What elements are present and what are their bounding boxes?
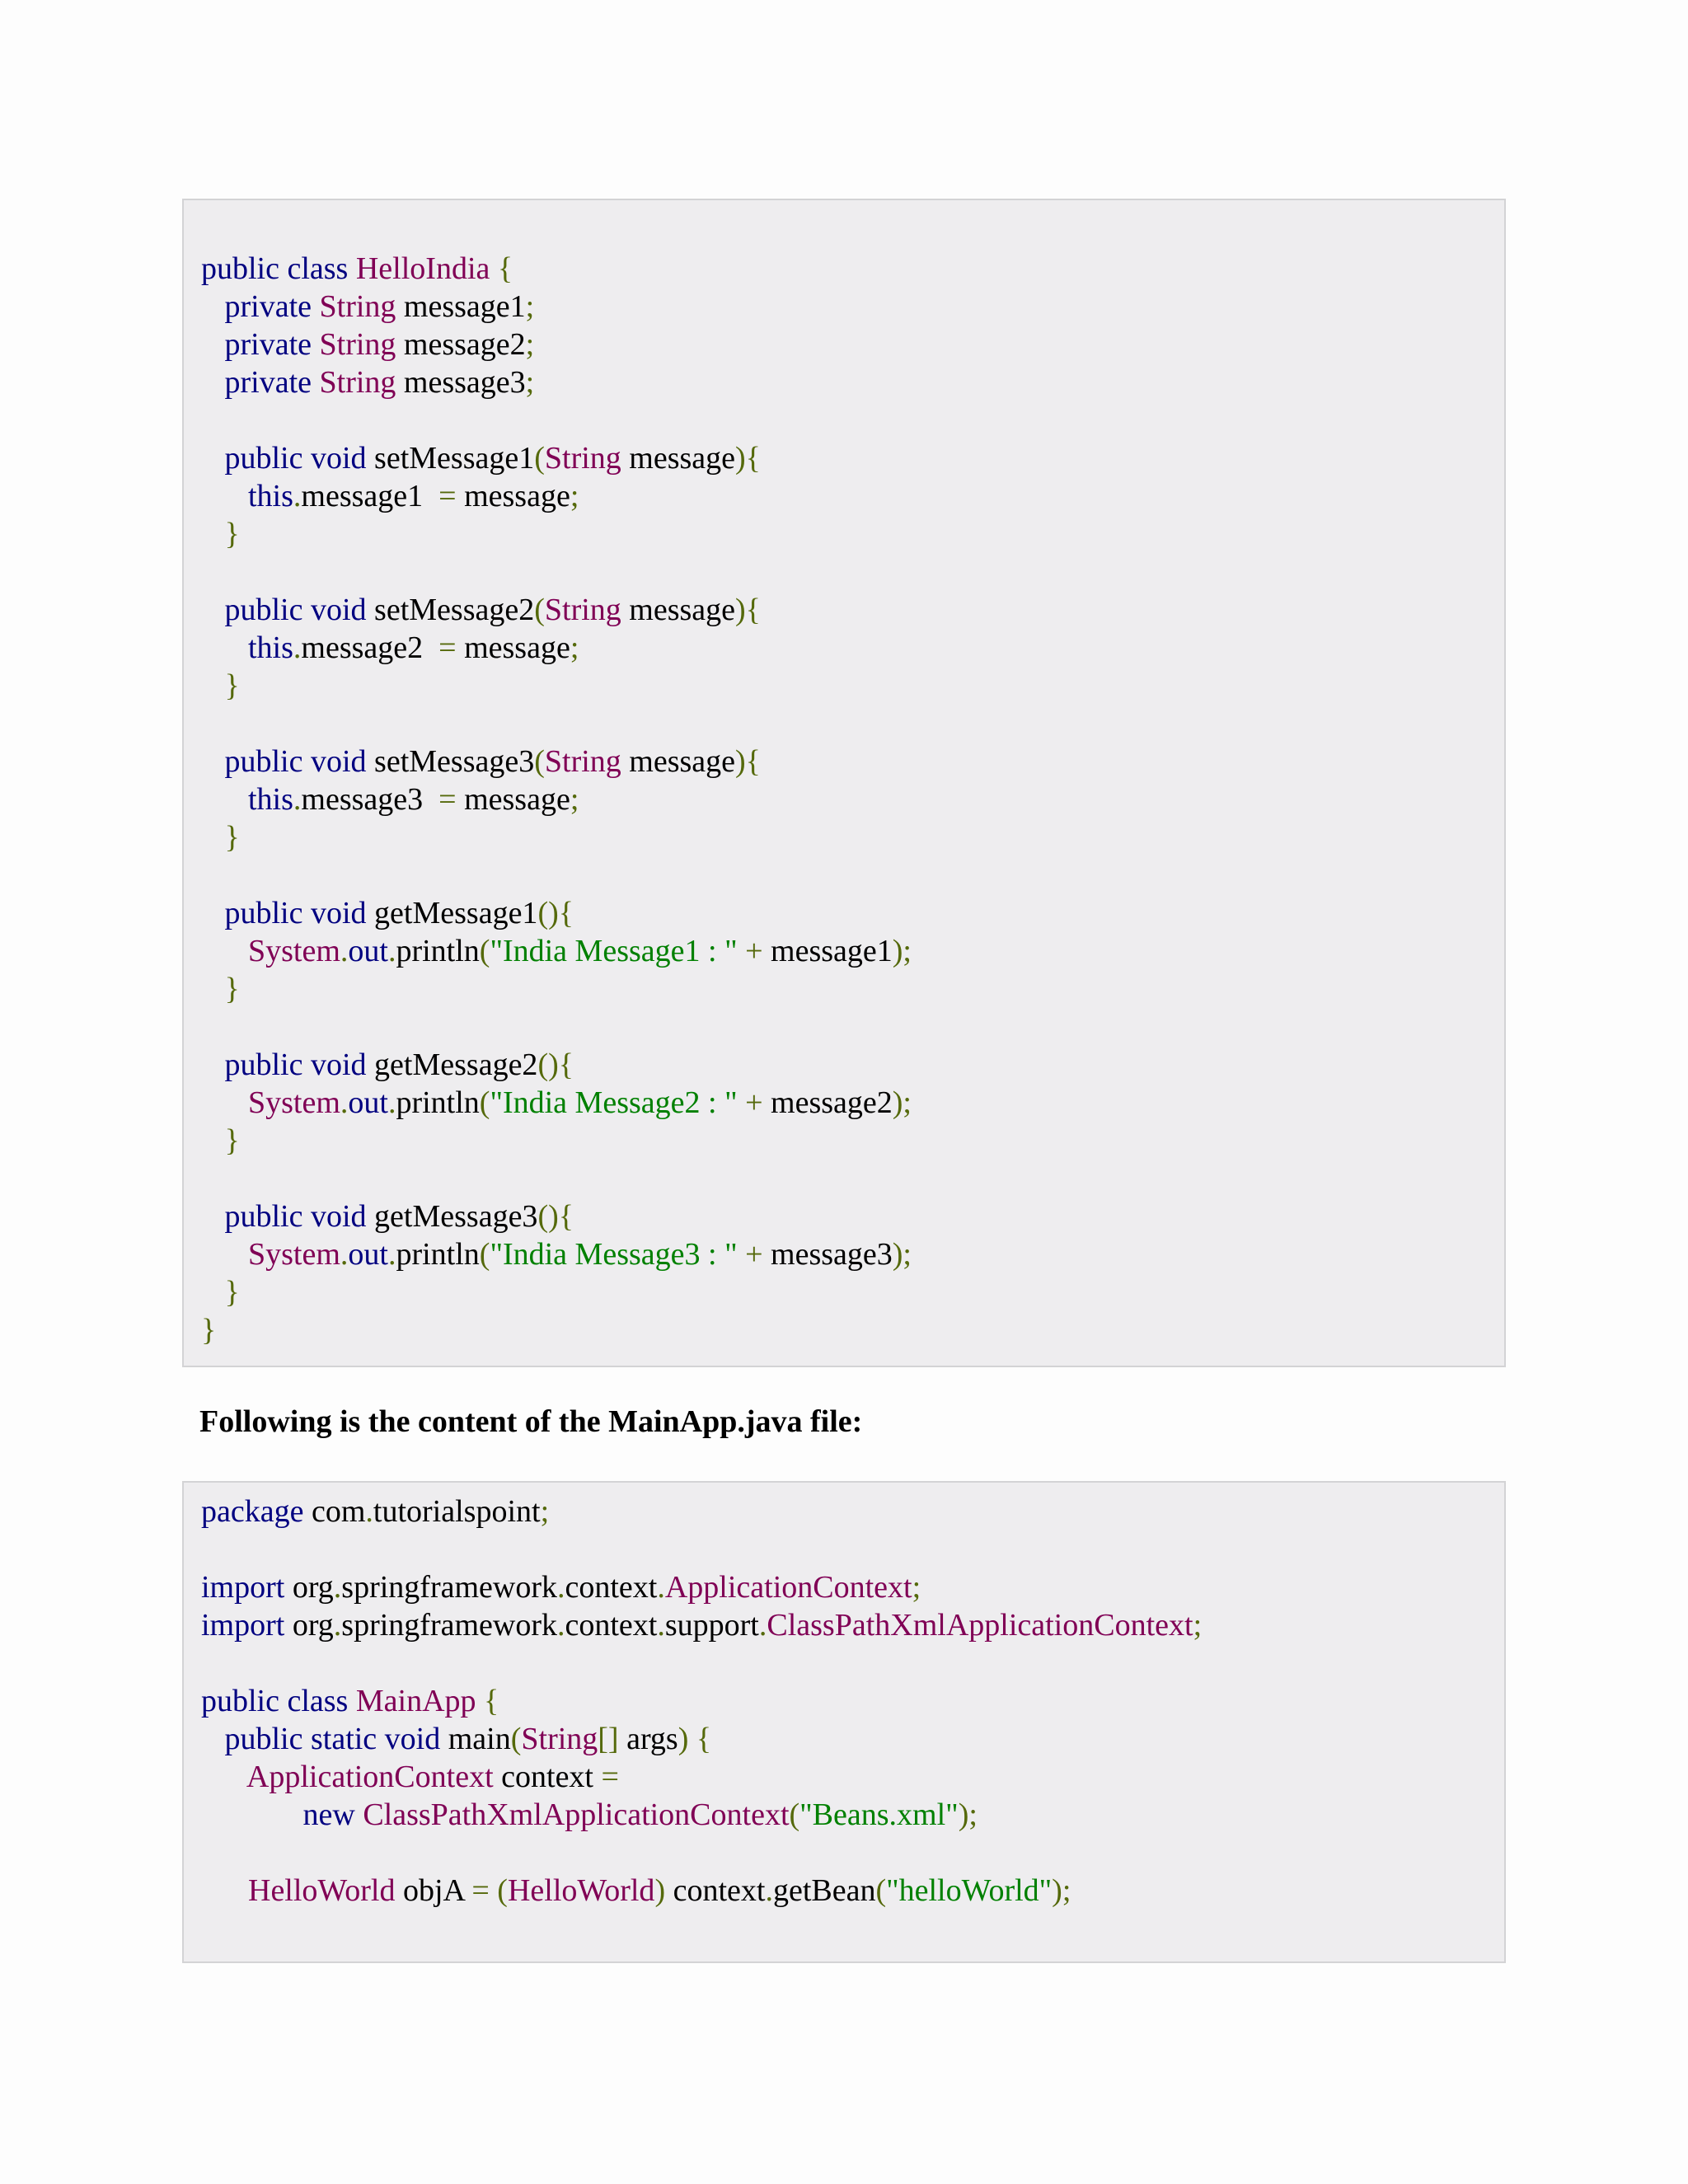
code-line: [201, 970, 1504, 1008]
code-token: [201, 934, 248, 968]
code-token: .: [293, 630, 302, 665]
code-token: }: [224, 820, 240, 855]
code-token: objA: [395, 1873, 472, 1908]
code-line: [201, 1568, 1504, 1606]
code-token: package: [201, 1494, 312, 1529]
code-line: [201, 288, 1504, 326]
code-token: message: [621, 744, 736, 779]
code-token: [201, 1237, 248, 1272]
code-token: }: [224, 1123, 240, 1158]
code-token: }: [224, 517, 240, 551]
code-line: [201, 1235, 1504, 1273]
code-token: }: [201, 1313, 217, 1347]
code-line: [201, 1796, 1504, 1834]
code-token: {: [490, 251, 513, 286]
code-token: .: [387, 1085, 396, 1120]
code-token: public void: [224, 441, 375, 476]
code-token: .: [758, 1608, 767, 1643]
code-token: private: [224, 289, 320, 324]
code-token: public void: [224, 896, 375, 930]
code-token: "India Message2 : ": [490, 1085, 738, 1120]
code-token: ApplicationContext: [664, 1570, 912, 1605]
code-token: [201, 479, 248, 513]
code-line: [201, 401, 1504, 439]
code-token: import: [201, 1608, 293, 1643]
mainapp-code-block: [182, 1481, 1506, 1963]
code-line: [201, 1682, 1504, 1720]
code-token: );: [892, 934, 912, 968]
code-token: [201, 365, 225, 400]
code-token: [201, 668, 225, 703]
code-line: [201, 363, 1504, 401]
code-token: "India Message3 : ": [490, 1237, 738, 1272]
code-token: (: [479, 934, 490, 968]
code-token: .: [765, 1873, 773, 1908]
code-token: .: [333, 1570, 342, 1605]
code-token: );: [1052, 1873, 1071, 1908]
code-token: message: [456, 782, 570, 817]
code-token: ClassPathXmlApplicationContext: [363, 1797, 790, 1832]
code-token: ;: [525, 327, 535, 362]
code-token: =: [438, 479, 457, 513]
code-token: springframework: [341, 1608, 557, 1643]
code-token: (: [534, 744, 545, 779]
code-token: [201, 1797, 303, 1832]
code-token: .: [340, 1085, 349, 1120]
code-token: +: [737, 1085, 771, 1120]
code-token: "India Message1 : ": [490, 934, 738, 968]
code-token: [201, 1123, 225, 1158]
code-line: [201, 1834, 1504, 1872]
code-token: }: [224, 1275, 240, 1310]
code-token: message1: [396, 289, 526, 324]
code-token: ) {: [678, 1722, 712, 1756]
code-token: HelloWorld: [507, 1873, 655, 1908]
code-line: [201, 1606, 1504, 1644]
code-token: (: [510, 1722, 522, 1756]
code-token: =: [438, 782, 457, 817]
code-line: [201, 1720, 1504, 1758]
code-token: ;: [912, 1570, 921, 1605]
code-token: org: [292, 1570, 334, 1605]
code-token: .: [293, 782, 302, 817]
code-line: [201, 1160, 1504, 1197]
code-token: this: [248, 479, 293, 513]
code-token: = (: [471, 1873, 508, 1908]
code-token: .: [657, 1608, 665, 1643]
helloindia-code-block: [182, 199, 1506, 1367]
code-token: com: [311, 1494, 366, 1529]
code-token: "helloWorld": [886, 1873, 1053, 1908]
code-token: HelloIndia: [355, 251, 490, 286]
code-token: org: [292, 1608, 334, 1643]
code-token: import: [201, 1570, 293, 1605]
code-token: .: [340, 1237, 349, 1272]
code-line: [201, 1046, 1504, 1084]
code-token: [201, 289, 225, 324]
code-token: ;: [570, 782, 579, 817]
code-token: setMessage1: [374, 441, 535, 476]
code-token: ;: [1193, 1608, 1203, 1643]
code-token: );: [958, 1797, 978, 1832]
code-token: (: [875, 1873, 887, 1908]
code-token: .: [557, 1608, 565, 1643]
code-token: message: [621, 593, 736, 627]
code-token: [201, 782, 248, 817]
code-token: ApplicationContext: [246, 1760, 494, 1794]
code-token: =: [438, 630, 457, 665]
code-token: =: [601, 1760, 619, 1794]
code-token: message3: [301, 782, 439, 817]
code-line: [201, 1008, 1504, 1046]
code-token: .: [333, 1608, 342, 1643]
code-token: System: [248, 1237, 340, 1272]
code-line: [201, 591, 1504, 629]
code-token: ): [654, 1873, 673, 1908]
code-line: [201, 1493, 1504, 1530]
code-token: println: [396, 934, 480, 968]
code-token: [201, 1047, 225, 1082]
code-line: [201, 629, 1504, 667]
code-token: this: [248, 630, 293, 665]
code-line: [201, 818, 1504, 856]
code-token: .: [557, 1570, 565, 1605]
code-token: .: [293, 479, 302, 513]
code-token: ;: [540, 1494, 550, 1529]
code-token: ;: [525, 289, 535, 324]
code-token: [201, 327, 225, 362]
code-token: new: [302, 1797, 363, 1832]
code-line: [201, 1644, 1504, 1682]
code-line: [201, 477, 1504, 515]
code-token: public class: [201, 1684, 356, 1718]
code-token: HelloWorld: [248, 1873, 396, 1908]
code-token: [201, 1760, 246, 1794]
code-token: }: [224, 972, 240, 1006]
code-token: [201, 1722, 225, 1756]
code-token: (){: [537, 1047, 574, 1082]
code-token: (: [534, 441, 545, 476]
code-token: (: [789, 1797, 800, 1832]
code-token: getMessage1: [374, 896, 538, 930]
code-line: [201, 1530, 1504, 1568]
code-token: ){: [735, 593, 761, 627]
code-token: [201, 630, 248, 665]
code-token: String: [544, 441, 621, 476]
code-token: public void: [224, 593, 375, 627]
code-token: System: [248, 1085, 340, 1120]
code-token: [201, 517, 225, 551]
code-token: (: [479, 1085, 490, 1120]
code-token: [201, 896, 225, 930]
code-token: [201, 1873, 248, 1908]
code-token: private: [224, 327, 320, 362]
code-line: [201, 705, 1504, 743]
code-token: message1: [301, 479, 439, 513]
mainapp-heading: Following is the content of the MainApp.java file:: [199, 1404, 863, 1439]
code-token: ;: [570, 479, 579, 513]
code-line: [201, 1311, 1504, 1349]
code-token: [201, 1199, 225, 1234]
code-line: [201, 1758, 1504, 1796]
code-token: ;: [570, 630, 579, 665]
code-line: [201, 780, 1504, 818]
code-token: args: [618, 1722, 678, 1756]
code-line: [201, 1122, 1504, 1160]
code-line: [201, 894, 1504, 932]
code-token: message1: [771, 934, 893, 968]
code-token: (){: [537, 1199, 574, 1234]
code-token: );: [892, 1237, 912, 1272]
code-token: [201, 441, 225, 476]
code-token: message2: [396, 327, 526, 362]
code-line: [201, 1273, 1504, 1311]
code-line: [201, 515, 1504, 553]
code-token: springframework: [341, 1570, 557, 1605]
code-token: setMessage2: [374, 593, 535, 627]
code-token: message: [621, 441, 736, 476]
code-token: }: [224, 668, 240, 703]
code-token: +: [737, 934, 771, 968]
code-line: [201, 1872, 1504, 1910]
code-line: [201, 326, 1504, 363]
code-token: public void: [224, 1047, 375, 1082]
code-token: context: [565, 1608, 658, 1643]
code-token: String: [319, 365, 396, 400]
code-token: out: [348, 1085, 388, 1120]
code-token: System: [248, 934, 340, 968]
code-token: String: [319, 289, 396, 324]
code-token: ){: [735, 744, 761, 779]
code-token: public void: [224, 744, 375, 779]
code-line: [201, 667, 1504, 705]
code-line: [201, 553, 1504, 591]
code-token: message2: [301, 630, 439, 665]
code-token: out: [348, 934, 388, 968]
code-token: String: [319, 327, 396, 362]
code-token: (){: [537, 896, 574, 930]
code-line: [201, 439, 1504, 477]
code-token: .: [365, 1494, 373, 1529]
code-token: println: [396, 1085, 480, 1120]
code-token: ClassPathXmlApplicationContext: [767, 1608, 1193, 1643]
code-line: [201, 856, 1504, 894]
code-token: [201, 744, 225, 779]
code-token: out: [348, 1237, 388, 1272]
code-line: [201, 250, 1504, 288]
code-token: setMessage3: [374, 744, 535, 779]
code-token: (: [534, 593, 545, 627]
code-token: ){: [735, 441, 761, 476]
code-token: String: [544, 593, 621, 627]
code-token: context: [673, 1873, 766, 1908]
code-line: [201, 1084, 1504, 1122]
code-line: [201, 743, 1504, 780]
code-token: {: [476, 1684, 499, 1718]
code-token: support: [664, 1608, 759, 1643]
code-token: this: [248, 782, 293, 817]
code-token: getBean: [772, 1873, 876, 1908]
code-token: []: [598, 1722, 619, 1756]
code-token: tutorialspoint: [373, 1494, 541, 1529]
code-token: [201, 1085, 248, 1120]
code-token: println: [396, 1237, 480, 1272]
code-token: [201, 593, 225, 627]
code-token: main: [448, 1722, 511, 1756]
code-token: message3: [771, 1237, 893, 1272]
code-token: [201, 820, 225, 855]
code-token: message: [456, 479, 570, 513]
code-token: );: [892, 1085, 912, 1120]
code-token: public static void: [224, 1722, 448, 1756]
code-token: +: [737, 1237, 771, 1272]
code-token: String: [544, 744, 621, 779]
code-token: context: [565, 1570, 658, 1605]
code-token: [201, 972, 225, 1006]
code-token: "Beans.xml": [799, 1797, 959, 1832]
code-token: (: [479, 1237, 490, 1272]
code-token: getMessage3: [374, 1199, 538, 1234]
code-token: context: [493, 1760, 602, 1794]
code-token: message3: [396, 365, 526, 400]
code-token: [201, 1275, 225, 1310]
code-token: .: [387, 1237, 396, 1272]
code-line: [201, 1197, 1504, 1235]
code-token: public class: [201, 251, 356, 286]
code-token: String: [521, 1722, 598, 1756]
code-token: .: [657, 1570, 665, 1605]
code-token: MainApp: [355, 1684, 476, 1718]
code-token: getMessage2: [374, 1047, 538, 1082]
code-token: .: [387, 934, 396, 968]
code-token: .: [340, 934, 349, 968]
code-token: message: [456, 630, 570, 665]
code-line: [201, 932, 1504, 970]
code-token: private: [224, 365, 320, 400]
code-token: ;: [525, 365, 535, 400]
code-token: public void: [224, 1199, 375, 1234]
code-token: message2: [771, 1085, 893, 1120]
